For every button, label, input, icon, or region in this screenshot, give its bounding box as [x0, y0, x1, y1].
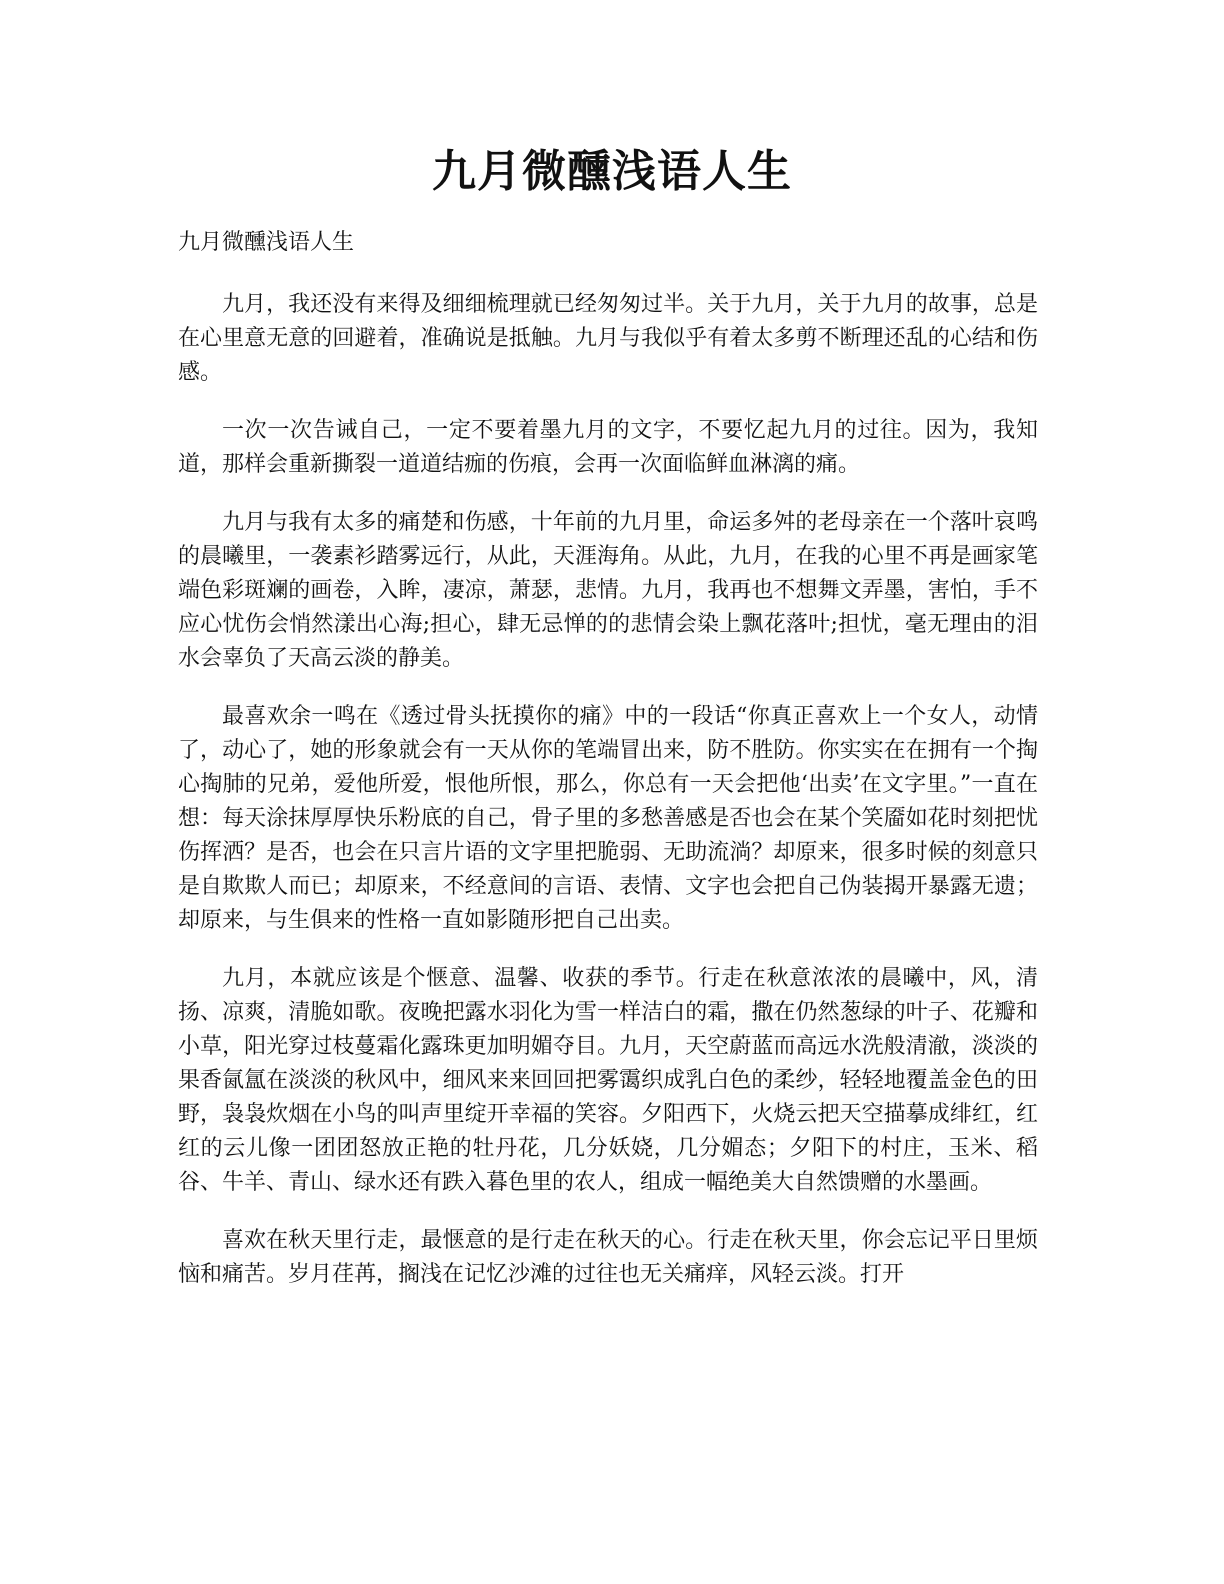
document-subtitle: 九月微醺浅语人生 — [178, 230, 355, 255]
paragraph: 一次一次告诫自己，一定不要着墨九月的文字，不要忆起九月的过往。因为，我知道，那样会重新撕裂一道道结痂的伤痕，会再一次面临鲜血淋漓的痛。 — [178, 418, 1038, 477]
document-body — [178, 226, 1038, 1316]
paragraph: 最喜欢余一鸣在《透过骨头抚摸你的痛》中的一段话“你真正喜欢上一个女人，动情了，动心了，她的形象就会有一天从你的笔端冒出来，防不胜防。你实实在在拥有一个掏心掏肺的兄弟，爱他所爱，恨他所恨，那么，你总有一天会把他‘出卖’在文字里。”一直在想：每天涂抹厚厚快乐粉底的自己，骨子里的多愁善感是否也会在某个笑靥如花时刻把忧伤挥洒？是否，也会在只言片语的文字里把脆弱、无助流淌？却原来，很多时候的刻意只是自欺欺人而已；却原来，不经意间的言语、表情、文字也会把自己伪装揭开暴露无遗；却原来，与生俱来的性格一直如影随形把自己出卖。 — [178, 704, 1038, 933]
paragraph: 九月，我还没有来得及细细梳理就已经匆匆过半。关于九月，关于九月的故事，总是在心里意无意的回避着，准确说是抵触。九月与我似乎有着太多剪不断理还乱的心结和伤感。 — [178, 292, 1038, 385]
paragraph: 九月与我有太多的痛楚和伤感，十年前的九月里，命运多舛的老母亲在一个落叶哀鸣的晨曦里，一袭素衫踏雾远行，从此，天涯海角。从此，九月，在我的心里不再是画家笔端色彩斑斓的画卷，入眸，凄凉，萧瑟，悲情。九月，我再也不想舞文弄墨，害怕，手不应心忧伤会悄然漾出心海;担心，肆无忌惮的的悲情会染上飘花落叶;担忧，毫无理由的泪水会辜负了天高云淡的静美。 — [178, 510, 1038, 671]
paragraph: 九月，本就应该是个惬意、温馨、收获的季节。行走在秋意浓浓的晨曦中，风，清扬、凉爽，清脆如歌。夜晚把露水羽化为雪一样洁白的霜，撒在仍然葱绿的叶子、花瓣和小草，阳光穿过枝蔓霜化露珠更加明媚夺目。九月，天空蔚蓝而高远水洗般清澈，淡淡的果香氤氲在淡淡的秋风中，细风来来回回把雾霭织成乳白色的柔纱，轻轻地覆盖金色的田野，袅袅炊烟在小鸟的叫声里绽开幸福的笑容。夕阳西下，火烧云把天空描摹成绯红，红红的云儿像一团团怒放正艳的牡丹花，几分妖娆，几分媚态；夕阳下的村庄，玉米、稻谷、牛羊、青山、绿水还有跌入暮色里的农人，组成一幅绝美大自然馈赠的水墨画。 — [178, 966, 1038, 1195]
document-title: 九月微醺浅语人生 — [432, 146, 792, 197]
paragraph: 喜欢在秋天里行走，最惬意的是行走在秋天的心。行走在秋天里，你会忘记平日里烦恼和痛苦。岁月荏苒，搁浅在记忆沙滩的过往也无关痛痒，风轻云淡。打开 — [178, 1228, 1038, 1287]
